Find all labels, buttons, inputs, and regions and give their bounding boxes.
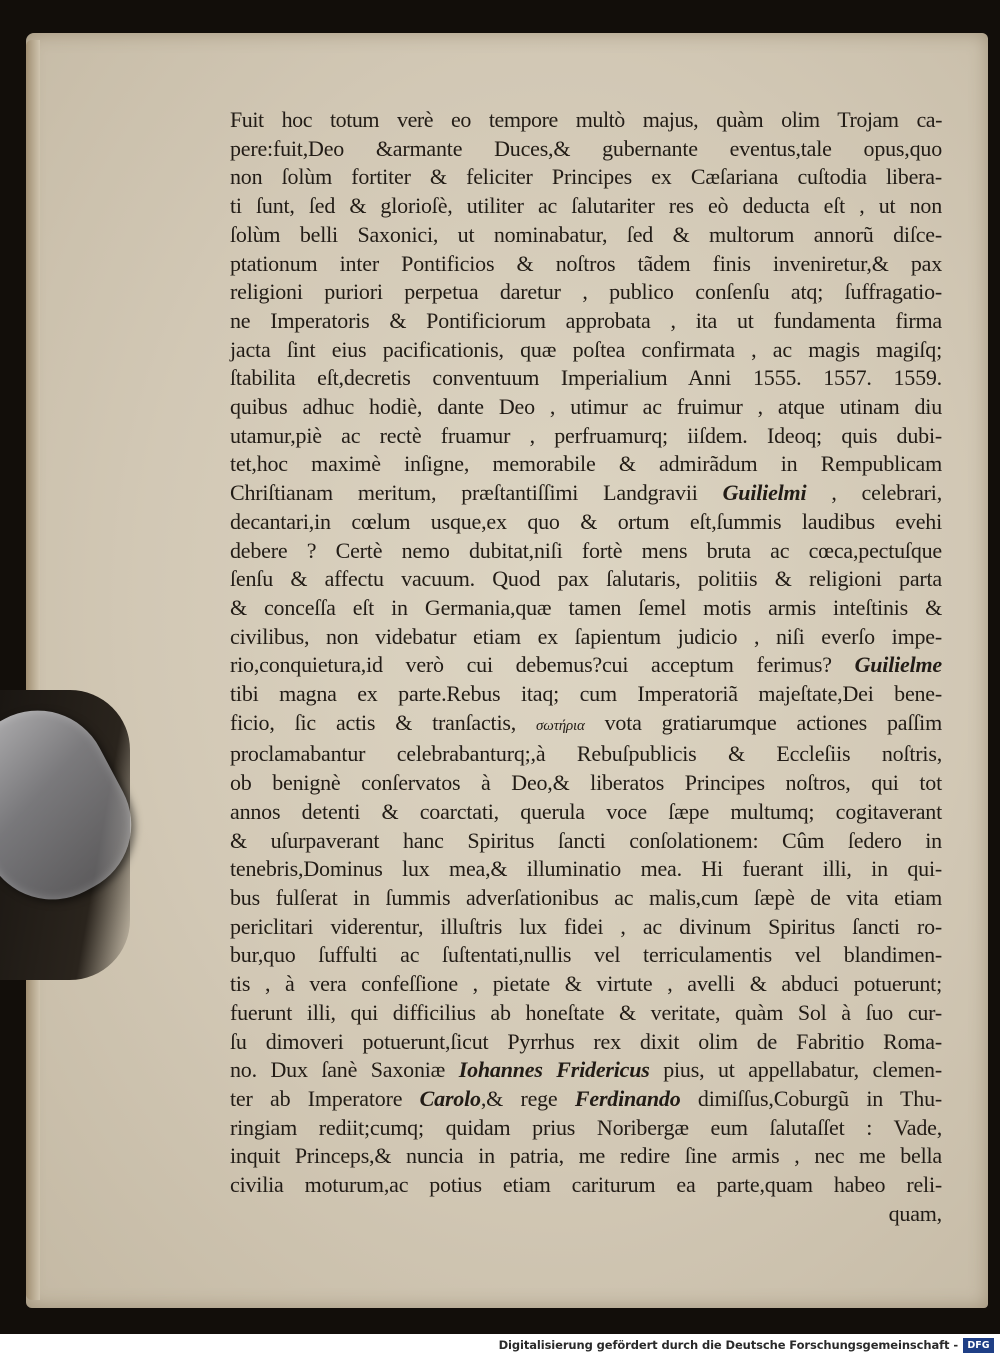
text-line: quibus adhuc hodiè, dante Deo , utimur ac fruimur , atque utinam diu (230, 394, 942, 420)
text-line: ringiam rediit;cumq; quidam prius Noribergæ eum ſalutaſſet : Vade, (230, 1114, 942, 1140)
text-line: ſtabilita eſt,decretis conventuum Imperialium Anni 1555. 1557. 1559. (230, 365, 942, 391)
text-line: ti ſunt, ſed & glorioſè, utiliter ac ſalutariter res eò deducta eſt , ut non (230, 193, 942, 219)
text-line: ter ab Imperatore Carolo,& rege Ferdinando dimiſſus,Coburgũ in Thu- (230, 1085, 942, 1111)
page-edge (26, 40, 40, 1300)
text-line: no. Dux ſanè Saxoniæ Iohannes Fridericus pius, ut appellabatur, clemen- (230, 1057, 942, 1083)
text-line: ſenſu & affectu vacuum. Quod pax ſalutaris, politiis & religioni parta (230, 566, 942, 592)
italic-name: Carolo (419, 1085, 481, 1111)
text-line: & conceſſa eſt in Germania,quæ tamen ſemel motis armis inteſtinis & (230, 594, 942, 620)
text-line: debere ? Certè nemo dubitat,niſi fortè mens bruta ac cœca,pectuſque (230, 537, 942, 563)
text-line: civilibus, non videbatur etiam ex ſapientum judicio , niſi everſo impe- (230, 623, 942, 649)
text-line: fuerunt illi, qui difficilius ab honeſtate & veritate, quàm Sol à ſuo cur- (230, 999, 942, 1025)
italic-name: Guilielme (854, 652, 942, 678)
text-line: ptationum inter Pontificios & noſtros tãdem finis inveniretur,& pax (230, 250, 942, 276)
text-line: tibi magna ex parte.Rebus itaq; cum Imperatoriã majeſtate,Dei bene- (230, 681, 942, 707)
text-line: jacta ſint eius pacificationis, quæ poſtea confirmata , ac magis magiſq; (230, 336, 942, 362)
text-line: bur,quo ſuffulti ac ſuſtentati,nullis vel terriculamentis vel blandimen- (230, 942, 942, 968)
italic-name: Iohannes Fridericus (458, 1057, 650, 1083)
text-line: & uſurpaverant hanc Spiritus ſancti conſolationem: Cûm ſedero in (230, 827, 942, 853)
catchword: quam, (888, 1200, 942, 1226)
dfg-logo-icon: DFG (963, 1338, 994, 1353)
text-line: religioni puriori perpetua daretur , publico conſenſu atq; ſuffragatio- (230, 279, 942, 305)
text-line: rio,conquietura,id verò cui debemus?cui acceptum ferimus? Guilielme (230, 652, 942, 678)
greek-word: σωτήρια (536, 717, 585, 734)
text-line: pere:fuit,Deo &armante Duces,& gubernante eventus,tale opus,quo (230, 135, 942, 161)
italic-name: Guilielmi (722, 480, 807, 506)
text-line: Chriſtianam meritum, præſtantiſſimi Landgravii Guilielmi , celebrari, (230, 480, 942, 506)
text-line: decantari,in cœlum usque,ex quo & ortum eſt,ſummis laudibus evehi (230, 508, 942, 534)
italic-name: Ferdinando (574, 1085, 681, 1111)
text-line: ſu dimoveri potuerunt,ſicut Pyrrhus rex dixit olim de Fabritio Roma- (230, 1028, 942, 1054)
text-line: bus fulſerat in ſummis adverſationibus ac malis,cum ſæpè de vita etiam (230, 884, 942, 910)
text-line: tenebris,Dominus lux mea,& illuminatio mea. Hi fuerant illi, in qui- (230, 856, 942, 882)
text-line: ne Imperatoris & Pontificiorum approbata , ita ut fundamenta firma (230, 307, 942, 333)
footer-bar (0, 1334, 1000, 1357)
body-text (230, 106, 942, 1228)
text-line: ficio, ſic actis & tranſactis, σωτήρια vota gratiarumque actiones paſſim (230, 709, 942, 735)
text-line: ob benignè conſervatos à Deo,& liberatos Principes noſtros, qui tot (230, 770, 942, 796)
text-line: ſolùm belli Saxonici, ut nominabatur, ſed & multorum annorũ diſce- (230, 221, 942, 247)
text-line: tet,hoc maximè inſigne, memorabile & admirãdum in Rempublicam (230, 451, 942, 477)
text-line: utamur,piè ac rectè fruamur , perfruamurq; iiſdem. Ideoq; quis dubi- (230, 422, 942, 448)
text-line: non ſolùm fortiter & feliciter Principes ex Cæſariana cuſtodia libera- (230, 164, 942, 190)
text-line: inquit Princeps,& nuncia in patria, me redire ſine armis , nec me bella (230, 1143, 942, 1169)
text-line: tis , à vera confeſſione , pietate & virtute , avelli & abduci potuerunt; (230, 971, 942, 997)
text-line: Fuit hoc totum verè eo tempore multò majus, quàm olim Trojam ca- (230, 107, 942, 132)
text-line: civilia moturum,ac potius etiam cariturum ea parte,quam habeo reli- (230, 1172, 942, 1198)
text-line: annos detenti & coarctati, querula voce ſæpe multumq; cogitaverant (230, 798, 942, 824)
text-line: periclitari viderentur, illuſtris lux fidei , ac divinum Spiritus ſancti ro- (230, 913, 942, 939)
text-line: proclamabantur celebrabanturq;,à Rebuſpublicis & Eccleſiis noſtris, (230, 741, 942, 767)
funding-credit: Digitalisierung gefördert durch die Deutsche Forschungsgemeinschaft - (498, 1338, 958, 1352)
